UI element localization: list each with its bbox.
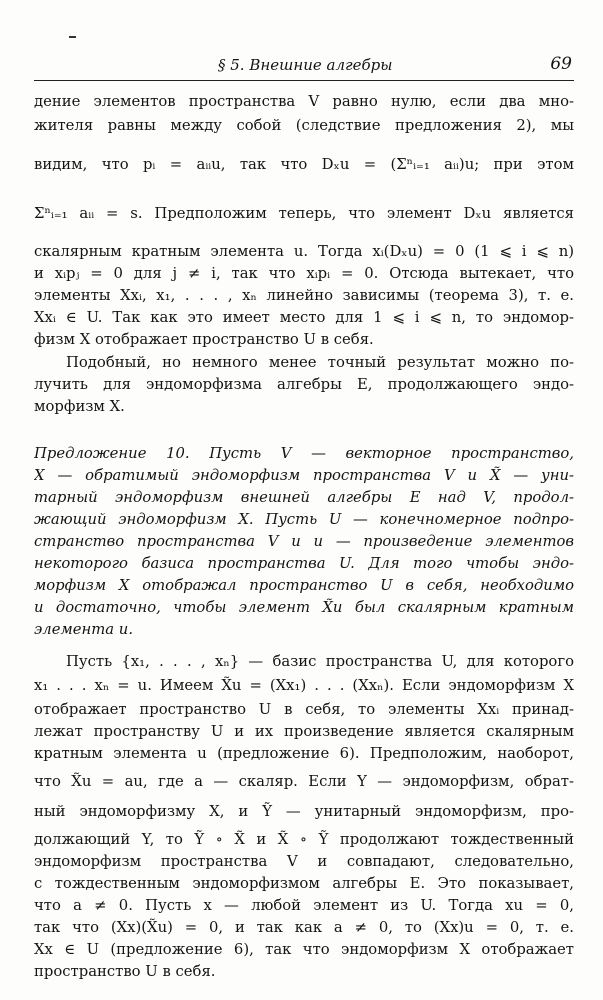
text-line: что a ≠ 0. Пусть x — любой элемент из U. Тогда xu = 0,	[34, 897, 574, 914]
text-line: пространство U в себя.	[34, 963, 216, 980]
text-line: эндоморфизм пространства V и совпадают, следовательно,	[34, 853, 574, 870]
proposition-line: странство пространства V и u — произведение элементов	[34, 533, 574, 550]
text-line: Xx ∈ U (предложение 6), так что эндоморфизм X отображает	[34, 941, 574, 958]
text-line: физм X отображает пространство U в себя.	[34, 331, 374, 348]
proposition-line: и достаточно, чтобы элемент X̃u был скалярным кратным	[34, 599, 574, 616]
text-line: x₁ . . . xₙ = u. Имеем X̃u = (Xx₁) . . . (Xxₙ). Если эндоморфизм X	[34, 677, 574, 694]
proposition-line: морфизм X отображал пространство U в себя, необходимо	[34, 577, 574, 594]
proposition-line: тарный эндоморфизм внешней алгебры E над V, продол-	[34, 489, 574, 506]
page-number: 69	[550, 54, 572, 74]
proposition-line: некоторого базиса пространства U. Для того чтобы эндо-	[34, 555, 574, 572]
math-line: видим, что pᵢ = aᵢᵢu, так что Dₓu = (Σⁿᵢ₌₁ aᵢᵢ)u; при этом	[34, 156, 574, 173]
text-line: дение элементов пространства V равно нулю, если два мно-	[34, 93, 574, 110]
text-line: ный эндоморфизму X, и Ỹ — унитарный эндоморфизм, про-	[34, 803, 574, 820]
paragraph-first-line: Пусть {x₁, . . . , xₙ} — базис пространства U, для которого	[66, 653, 574, 670]
page-header	[34, 48, 574, 82]
text-line: жителя равны между собой (следствие предложения 2), мы	[34, 117, 574, 134]
text-line: с тождественным эндоморфизмом алгебры E. Это показывает,	[34, 875, 574, 892]
proposition-line: жающий эндоморфизм X. Пусть U — конечномерное подпро-	[34, 511, 574, 528]
proposition-heading-line: Предложение 10. Пусть V — векторное пространство,	[34, 445, 574, 462]
text-line: элементы Xxᵢ, x₁, . . . , xₙ линейно зависимы (теорема 3), т. е.	[34, 287, 574, 304]
text-line: морфизм X.	[34, 398, 125, 415]
print-speck	[69, 36, 76, 38]
text-line: Xxᵢ ∈ U. Так как это имеет место для 1 ⩽ i ⩽ n, то эндомор-	[34, 309, 574, 326]
proposition-line: элемента u.	[34, 621, 134, 638]
text-line: так что (Xx)(X̃u) = 0, и так как a ≠ 0, то (Xx)u = 0, т. е.	[34, 919, 574, 936]
text-line: должающий Y, то Ỹ ∘ X̃ и X̃ ∘ Ỹ продолжают тождественный	[34, 831, 574, 848]
text-line: лежат пространству U и их произведение является скалярным	[34, 723, 574, 740]
header-rule	[34, 80, 574, 81]
running-title: § 5. Внешние алгебры	[218, 56, 393, 74]
text-line: что X̃u = au, где a — скаляр. Если Y — эндоморфизм, обрат-	[34, 773, 574, 790]
paragraph-first-line: Подобный, но немного менее точный результат можно по-	[66, 354, 574, 371]
text-line: кратным элемента u (предложение 6). Предположим, наоборот,	[34, 745, 574, 762]
proposition-line: X — обратимый эндоморфизм пространства V и X̃ — уни-	[34, 467, 574, 484]
text-line: скалярным кратным элемента u. Тогда xᵢ(Dₓu) = 0 (1 ⩽ i ⩽ n)	[34, 243, 574, 260]
text-line: лучить для эндоморфизма алгебры E, продолжающего эндо-	[34, 376, 574, 393]
text-line: и xᵢpⱼ = 0 для j ≠ i, так что xᵢpᵢ = 0. Отсюда вытекает, что	[34, 265, 574, 282]
text-line: отображает пространство U в себя, то элементы Xxᵢ принад-	[34, 701, 574, 718]
math-line: Σⁿᵢ₌₁ aᵢᵢ = s. Предположим теперь, что элемент Dₓu является	[34, 205, 574, 222]
